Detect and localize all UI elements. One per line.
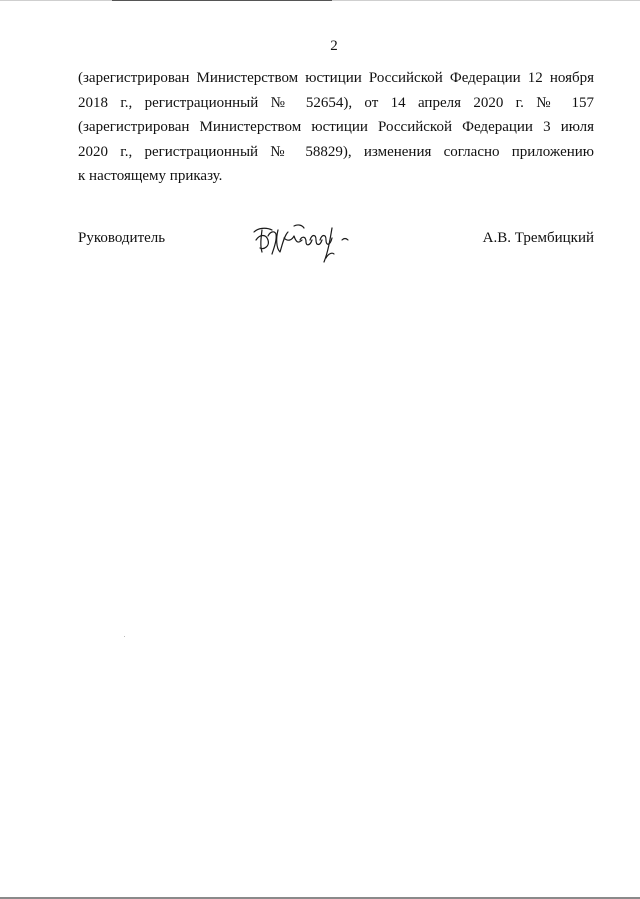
paragraph-line-3: (зарегистрирован Министерством юстиции Российской Федерации 3 июля <box>78 119 594 135</box>
scan-top-mark <box>112 0 332 1</box>
body-paragraph <box>78 66 594 189</box>
paragraph-line-4: 2020 г., регистрационный № 58829), изменения согласно приложению <box>78 143 594 160</box>
signer-title: Руководитель <box>78 230 166 246</box>
paragraph-line-2: 2018 г., регистрационный № 52654), от 14 апреля 2020 г. № 157 <box>78 94 594 111</box>
page-number: 2 <box>330 38 338 54</box>
scan-speck <box>124 636 125 637</box>
paragraph-line-5: к настоящему приказу. <box>78 168 223 184</box>
signer-name: А.В. Трембицкий <box>482 230 594 246</box>
signature-block <box>78 226 594 266</box>
paragraph-line-1: (зарегистрирован Министерством юстиции Российской Федерации 12 ноября <box>78 70 594 86</box>
handwritten-signature <box>248 218 368 266</box>
